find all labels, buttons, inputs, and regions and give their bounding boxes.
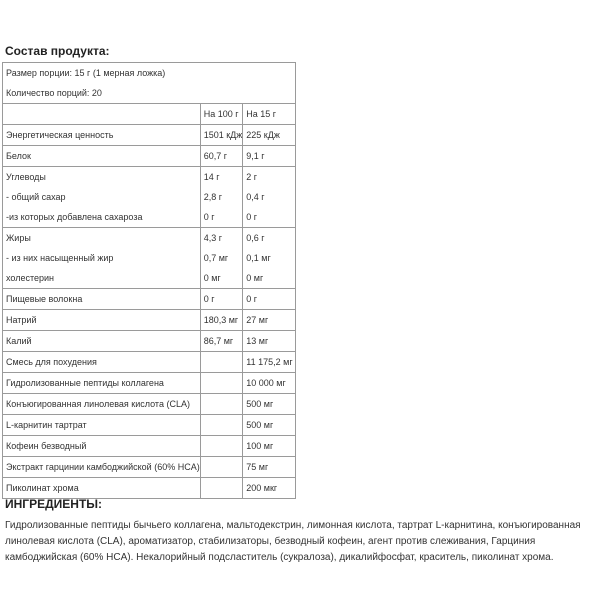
nutrient-row — [3, 436, 296, 457]
nutrient-name-cell — [3, 415, 201, 436]
value-per-15g: 0,4 г — [246, 192, 265, 202]
value-per-15g-cell — [243, 146, 296, 167]
nutrient-row — [3, 146, 296, 167]
value-per-100g-cell — [200, 146, 243, 167]
nutrient-name-cell — [3, 436, 201, 457]
value-per-15g-cell — [243, 457, 296, 478]
nutrient-name: Пищевые волокна — [6, 294, 83, 304]
product-composition-title: Состав продукта: — [5, 44, 110, 58]
nutrient-row — [3, 415, 296, 436]
value-per-100g: 60,7 г — [203, 151, 228, 161]
value-per-100g-cell — [200, 457, 243, 478]
value-per-15g: 100 мг — [246, 441, 274, 451]
servings-count: Количество порций: 20 — [6, 88, 102, 98]
value-per-15g: 0 г — [246, 212, 258, 222]
value-per-15g: 500 мг — [246, 420, 274, 430]
value-per-15g: 0,6 г — [246, 233, 265, 243]
value-per-100g — [204, 415, 243, 435]
value-per-100g — [204, 352, 243, 372]
value-per-15g-cell — [243, 289, 296, 310]
value-per-15g: 225 кДж — [246, 130, 280, 140]
nutrient-row — [3, 394, 296, 415]
value-per-15g: 0,1 мг — [246, 253, 271, 263]
serving-size-row — [3, 63, 296, 104]
nutrient-name: Жиры — [6, 233, 31, 243]
nutrient-name: Пиколинат хрома — [6, 483, 79, 493]
nutrition-table — [2, 62, 296, 499]
value-per-100g: 86,7 мг — [203, 336, 234, 346]
nutrient-name: Кофеин безводный — [6, 441, 87, 451]
value-per-15g-cell — [243, 352, 296, 373]
nutrient-name-cell — [3, 125, 201, 146]
nutrient-name: Экстракт гарцинии камбоджийской (60% HCA) — [6, 462, 200, 472]
value-per-100g-cell — [200, 167, 243, 228]
nutrient-name: Белок — [6, 151, 31, 161]
value-per-15g-cell — [243, 478, 296, 499]
value-per-15g: 500 мг — [246, 399, 274, 409]
nutrient-name-cell — [3, 289, 201, 310]
nutrient-row — [3, 331, 296, 352]
value-per-100g — [204, 478, 243, 498]
header-per-15g: На 15 г — [243, 104, 296, 125]
value-per-15g-cell — [243, 125, 296, 146]
value-per-100g-cell — [200, 125, 243, 146]
value-per-15g-cell — [243, 394, 296, 415]
value-per-100g — [204, 457, 243, 477]
nutrient-row — [3, 478, 296, 499]
nutrient-name-cell — [3, 457, 201, 478]
value-per-100g-cell — [200, 310, 243, 331]
value-per-15g: 11 175,2 мг — [246, 357, 293, 367]
value-per-15g-cell — [243, 436, 296, 457]
nutrient-name-cell — [3, 394, 201, 415]
nutrient-name-cell — [3, 352, 201, 373]
value-per-15g-cell — [243, 415, 296, 436]
value-per-100g — [204, 373, 243, 393]
nutrient-name-cell — [3, 228, 201, 289]
value-per-100g — [204, 394, 243, 414]
value-per-15g-cell — [243, 310, 296, 331]
nutrient-row — [3, 373, 296, 394]
ingredients-text: Гидролизованные пептиды бычьего коллагена, мальтодекстрин, лимонная кислота, тартрат L-карнитина, конъюгированная линолевая кислота (CLA), ароматизатор, стабилизаторы, безводный кофеин, агент против слеживания, Гарциния камбоджийская (60% HCA). Некалорийный подсластитель (сукралоза), дикалийфосфат, краситель, пиколинат хрома. — [5, 520, 581, 563]
value-per-100g-cell — [200, 478, 243, 499]
serving-size-cell — [3, 63, 296, 104]
value-per-15g: 75 мг — [246, 462, 269, 472]
value-per-100g: 14 г — [203, 172, 220, 182]
column-header-row — [3, 104, 296, 125]
value-per-100g: 0 г — [203, 212, 215, 222]
value-per-15g-cell — [243, 331, 296, 352]
value-per-100g: 4,3 г — [203, 233, 222, 243]
value-per-100g: 180,3 мг — [203, 315, 239, 325]
value-per-100g-cell — [200, 228, 243, 289]
nutrient-name: Гидролизованные пептиды коллагена — [6, 378, 164, 388]
value-per-15g: 10 000 мг — [246, 378, 286, 388]
value-per-100g-cell — [200, 436, 243, 457]
value-per-100g: 0,7 мг — [203, 253, 229, 263]
nutrient-name-cell — [3, 373, 201, 394]
nutrient-row — [3, 310, 296, 331]
serving-size: Размер порции: 15 г (1 мерная ложка) — [6, 68, 166, 78]
nutrient-name: Натрий — [6, 315, 37, 325]
nutrient-name: -из которых добавлена сахароза — [6, 212, 143, 222]
value-per-100g: 1501 кДж — [203, 130, 243, 140]
value-per-15g-cell — [243, 228, 296, 289]
value-per-15g: 2 г — [246, 172, 258, 182]
value-per-15g: 0 мг — [246, 273, 264, 283]
header-blank-cell — [3, 104, 201, 125]
value-per-15g: 200 мкг — [246, 483, 278, 493]
value-per-100g-cell — [200, 394, 243, 415]
nutrient-name: Энергетическая ценность — [6, 130, 114, 140]
nutrient-name-cell — [3, 478, 201, 499]
nutrient-name-cell — [3, 146, 201, 167]
nutrient-name: Калий — [6, 336, 32, 346]
nutrient-name: Углеводы — [6, 172, 46, 182]
nutrient-row — [3, 167, 296, 228]
value-per-100g-cell — [200, 373, 243, 394]
value-per-15g-cell — [243, 167, 296, 228]
ingredients-title: ИНГРЕДИЕНТЫ: — [5, 497, 103, 511]
value-per-100g: 2,8 г — [203, 192, 222, 202]
nutrient-row — [3, 125, 296, 146]
value-per-15g: 13 мг — [246, 336, 269, 346]
nutrient-name: L-карнитин тартрат — [6, 420, 87, 430]
value-per-100g-cell — [200, 289, 243, 310]
nutrient-name: - из них насыщенный жир — [6, 253, 114, 263]
value-per-100g — [204, 436, 243, 456]
nutrient-name: - общий сахар — [6, 192, 66, 202]
nutrient-row — [3, 352, 296, 373]
nutrient-name-cell — [3, 167, 201, 228]
nutrient-row — [3, 457, 296, 478]
value-per-100g-cell — [200, 331, 243, 352]
value-per-100g: 0 г — [203, 294, 215, 304]
value-per-15g: 27 мг — [246, 315, 269, 325]
nutrient-row — [3, 228, 296, 289]
nutrient-name: Смесь для похудения — [6, 357, 97, 367]
nutrient-name: холестерин — [6, 273, 54, 283]
nutrient-name-cell — [3, 310, 201, 331]
value-per-100g: 0 мг — [203, 273, 221, 283]
value-per-15g: 0 г — [246, 294, 258, 304]
nutrient-row — [3, 289, 296, 310]
nutrient-name: Конъюгированная линолевая кислота (CLA) — [6, 399, 190, 409]
header-per-100g: На 100 г — [200, 104, 243, 125]
nutrient-name-cell — [3, 331, 201, 352]
value-per-100g-cell — [200, 352, 243, 373]
value-per-100g-cell — [200, 415, 243, 436]
value-per-15g-cell — [243, 373, 296, 394]
value-per-15g: 9,1 г — [246, 151, 265, 161]
